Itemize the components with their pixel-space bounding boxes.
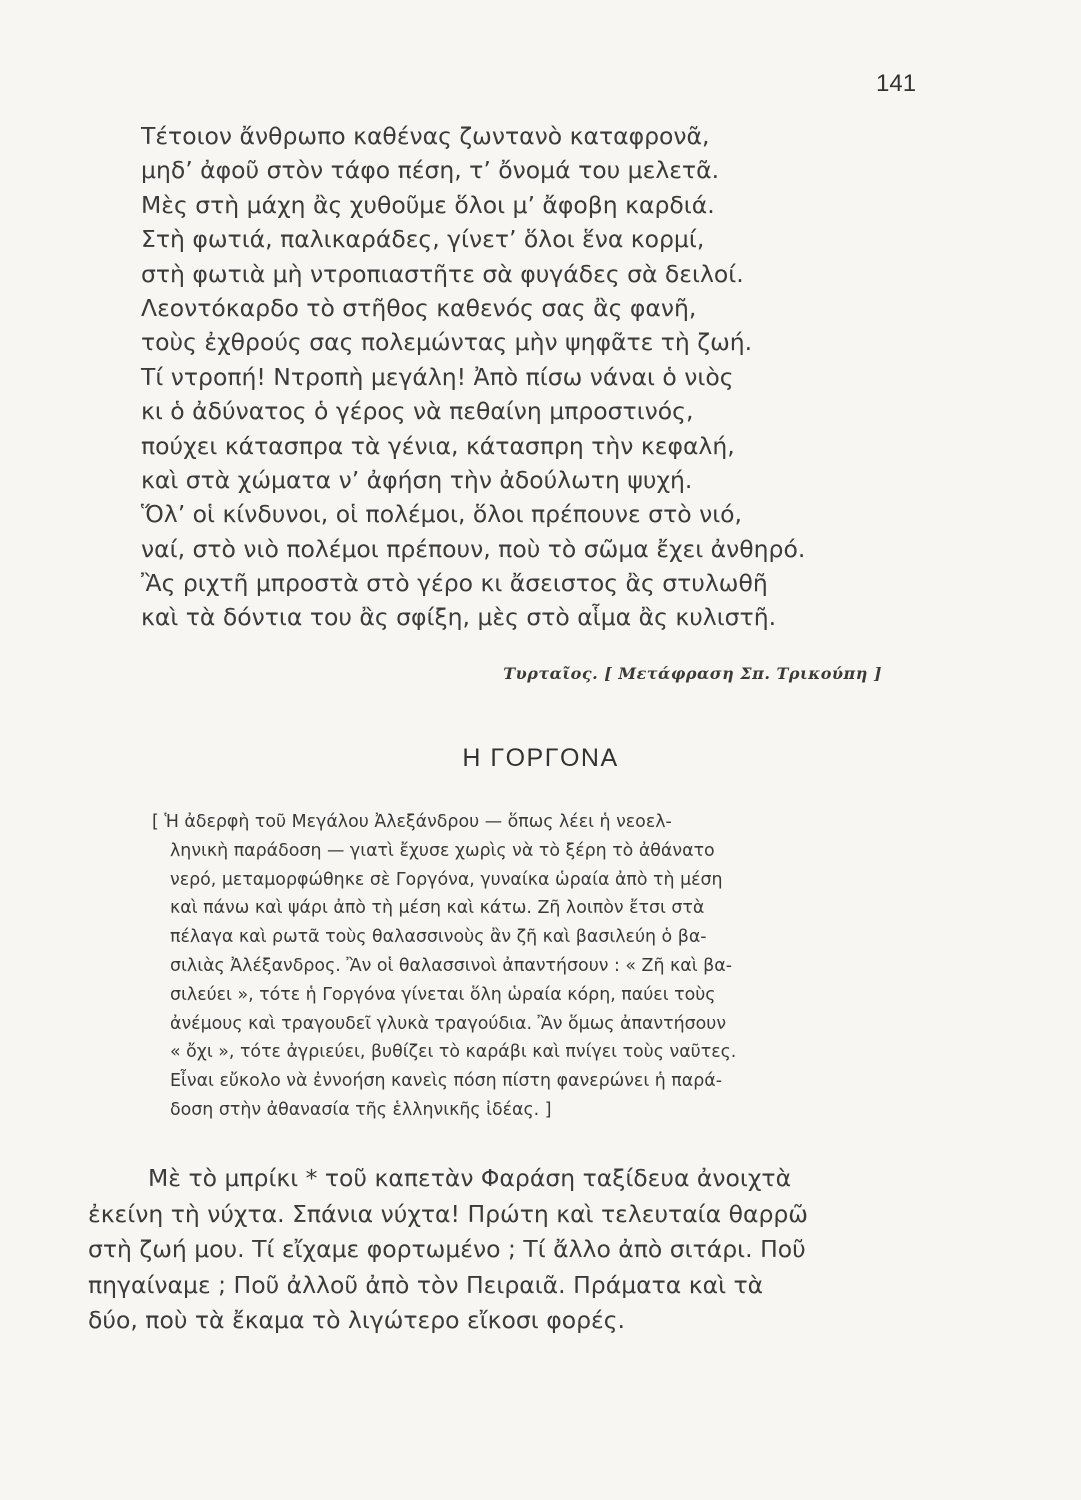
poem-line: Λεοντόκαρδο τὸ στῆθος καθενός σας ἂς φανῆ, (141, 293, 697, 322)
poem-line: Μὲς στὴ μάχη ἂς χυθοῦμε ὅλοι μ’ ἄφοβη καρδιά. (141, 190, 715, 219)
prose-line: ἐκείνη τὴ νύχτα. Σπάνια νύχτα! Πρώτη καὶ τελευταία θαρρῶ (88, 1199, 808, 1228)
poem-line: καὶ τὰ δόντια του ἂς σφίξη, μὲς στὸ αἷμα ἂς κυλιστῆ. (141, 603, 777, 632)
poem-line: πούχει κάτασπρα τὰ γένια, κάτασπρη τὴν κεφαλή, (141, 431, 735, 460)
poem-line: Ὅλ’ οἱ κίνδυνοι, οἱ πολέμοι, ὅλοι πρέπουνε στὸ νιό, (141, 500, 742, 529)
intro-line: νερό, μεταμορφώθηκε σὲ Γοργόνα, γυναίκα ὡραία ἀπὸ τὴ μέση (170, 869, 723, 890)
page-number: 141 (876, 70, 917, 97)
intro-line: σιλεύει », τότε ἡ Γοργόνα γίνεται ὅλη ὡραία κόρη, παύει τοὺς (170, 984, 716, 1005)
poem-line: κι ὁ ἀδύνατος ὁ γέρος νὰ πεθαίνη μπροστινός, (141, 397, 694, 426)
intro-line: καὶ πάνω καὶ ψάρι ἀπὸ τὴ μέση καὶ κάτω. Ζῆ λοιπὸν ἔτσι στὰ (170, 898, 705, 919)
prose-line: δύο, ποὺ τὰ ἔκαμα τὸ λιγώτερο εἴκοσι φορές. (88, 1306, 625, 1334)
intro-line: ληνικὴ παράδοση — γιατὶ ἔχυσε χωρὶς νὰ τὸ ξέρη τὸ ἀθάνατο (170, 840, 715, 861)
prose (88, 1161, 988, 1339)
prose-line: στὴ ζωή μου. Τί εἴχαμε φορτωμένο ; Τί ἄλλο ἀπὸ σιτάρι. Ποῦ (88, 1235, 806, 1263)
poem-line: Στὴ φωτιά, παλικαράδες, γίνετ’ ὅλοι ἕνα κορμί, (141, 225, 705, 254)
poem-line: Τί ντροπή! Ντροπὴ μεγάλη! Ἀπὸ πίσω νάναι ὁ νιὸς (141, 362, 734, 391)
poem-line: τοὺς ἐχθρούς σας πολεμώντας μὴν ψηφᾶτε τὴ ζωή. (141, 328, 753, 357)
section-title: Η ΓΟΡΓΟΝΑ (462, 744, 619, 772)
prose-line: πηγαίναμε ; Ποῦ ἀλλοῦ ἀπὸ τὸν Πειραιᾶ. Πράματα καὶ τὰ (88, 1270, 764, 1299)
intro-line: σιλιὰς Ἀλέξανδρος. Ἂν οἱ θαλασσινοὶ ἀπαντήσουν : « Ζῆ καὶ βα- (170, 955, 732, 976)
intro-line: Εἶναι εὔκολο νὰ ἐννοήση κανεὶς πόση πίστη φανερώνει ἡ παρά- (170, 1071, 723, 1092)
poem-line: καὶ στὰ χώματα ν’ ἀφήση τὴν ἀδούλωτη ψυχή. (141, 465, 693, 494)
poem-attribution: Τυρταῖος. [ Μετάφραση Σπ. Τρικούπη ] (503, 664, 882, 683)
poem-line: μηδ’ ἀφοῦ στὸν τάφο πέση, τ’ ὄνομά του μελετᾶ. (141, 156, 720, 185)
intro-line: « ὄχι », τότε ἀγριεύει, βυθίζει τὸ καράβι καὶ πνίγει τοὺς ναῦτες. (170, 1042, 737, 1063)
poem (141, 119, 941, 635)
poem-line: Τέτοιον ἄνθρωπο καθένας ζωντανὸ καταφρονᾶ, (141, 122, 710, 150)
intro-line: [ Ἡ ἀδερφὴ τοῦ Μεγάλου Ἀλεξάνδρου — ὅπως λέει ἡ νεοελ- (152, 812, 672, 832)
intro-line: πέλαγα καὶ ρωτᾶ τοὺς θαλασσινοὺς ἂν ζῆ καὶ βασιλεύη ὁ βα- (170, 927, 707, 948)
prose-line: Μὲ τὸ μπρίκι * τοῦ καπετὰν Φαράση ταξίδευα ἀνοιχτὰ (148, 1164, 792, 1192)
poem-line: στὴ φωτιὰ μὴ ντροπιαστῆτε σὰ φυγάδες σὰ δειλοί. (141, 259, 744, 288)
intro-line: ἀνέμους καὶ τραγουδεῖ γλυκὰ τραγούδια. Ἂν ὅμως ἀπαντήσουν (170, 1013, 727, 1034)
poem-line: Ἂς ριχτῆ μπροστὰ στὸ γέρο κι ἄσειστος ἂς στυλωθῆ (141, 569, 768, 598)
section-intro (152, 808, 950, 1125)
poem-line: ναί, στὸ νιὸ πολέμοι πρέπουν, ποὺ τὸ σῶμα ἔχει ἀνθηρό. (141, 534, 806, 563)
intro-line: δοση στὴν ἀθανασία τῆς ἑλληνικῆς ἰδέας. ] (170, 1099, 552, 1120)
